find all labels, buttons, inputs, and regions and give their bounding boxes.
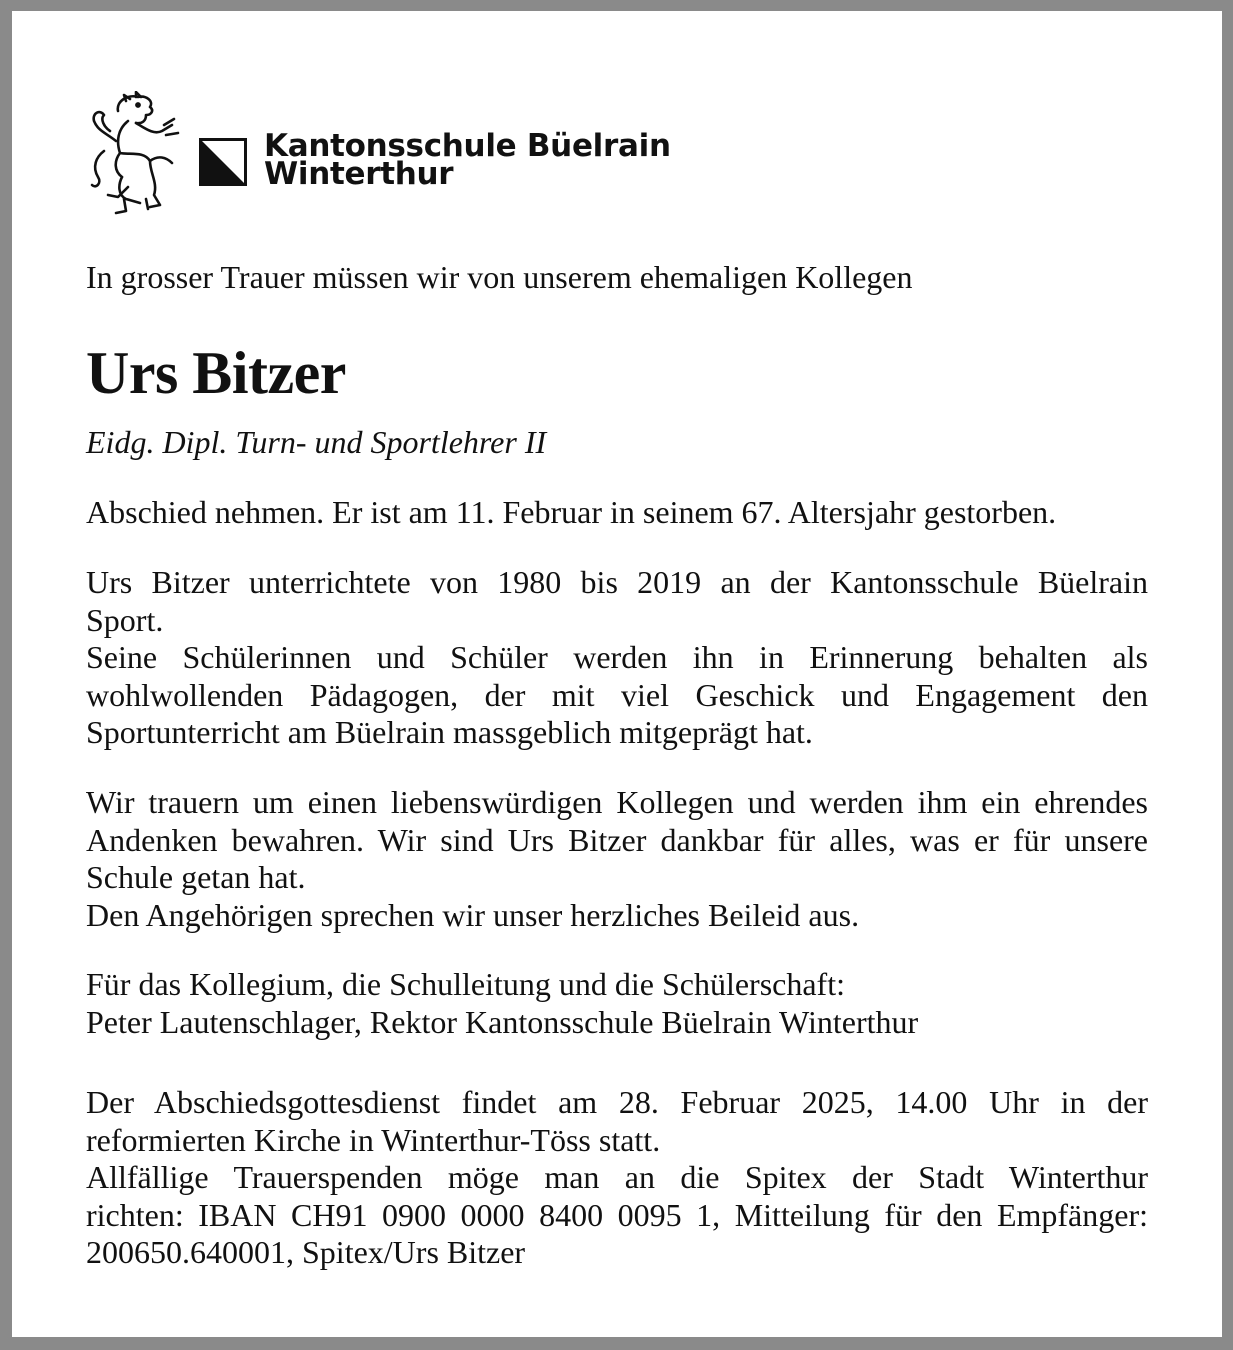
donations-line3: 200650.640001, Spitex/Urs Bitzer xyxy=(86,1234,526,1270)
deceased-name: Urs Bitzer xyxy=(86,340,346,406)
mourning-paragraph xyxy=(86,784,1148,934)
donations-line1: Allfällige Trauerspenden möge man an die Spitex der Stadt Winterthur xyxy=(86,1159,1148,1195)
school-logo xyxy=(88,91,748,231)
career-line2: Sport. xyxy=(86,601,164,638)
signature-block xyxy=(86,966,1148,1041)
school-name-line2: Winterthur xyxy=(264,156,454,192)
service-text: Der Abschiedsgottesdienst findet am 28. Februar 2025, 14.00 Uhr in der reformierten Kirche in Winterthur-Töss statt. xyxy=(86,1084,1148,1158)
school-name-line1: Kantonsschule Büelrain xyxy=(264,128,671,164)
career-paragraph xyxy=(86,564,1148,752)
on-behalf-text: Für das Kollegium, die Schulleitung und die Schülerschaft: xyxy=(86,966,845,1002)
intro-text: In grosser Trauer müssen wir von unserem ehemaligen Kollegen xyxy=(86,259,913,295)
mourning-text: Wir trauern um einen liebenswürdigen Kollegen und werden ihm ein ehrendes Andenken bewahren. Wir sind Urs Bitzer dankbar für alles, was er für unsere Schule getan hat. xyxy=(86,784,1148,895)
zurich-lion-icon xyxy=(88,91,184,217)
signatory-text: Peter Lautenschlager, Rektor Kantonsschule Büelrain Winterthur xyxy=(86,1003,919,1040)
career-line1: Urs Bitzer unterrichtete von 1980 bis 2019 an der Kantonsschule Büelrain xyxy=(86,564,1148,600)
death-notice: Abschied nehmen. Er ist am 11. Februar in seinem 67. Altersjahr gestorben. xyxy=(86,494,1057,530)
service-paragraph xyxy=(86,1084,1148,1272)
zurich-canton-flag-icon xyxy=(199,138,247,186)
donations-line2: richten: IBAN CH91 0900 0000 8400 0095 1, Mitteilung für den Empfänger: xyxy=(86,1196,1148,1233)
condolence-text: Den Angehörigen sprechen wir unser herzliches Beileid aus. xyxy=(86,896,860,933)
deceased-title: Eidg. Dipl. Turn- und Sportlehrer II xyxy=(86,424,547,460)
school-name xyxy=(264,128,671,192)
obituary-notice xyxy=(12,11,1222,1337)
memory-text: Seine Schülerinnen und Schüler werden ihn in Erinnerung behalten als wohlwollenden Pädagogen, der mit viel Geschick und Engagement den Sportunterricht am Büelrain massgeblich mitgeprägt hat. xyxy=(86,639,1148,750)
